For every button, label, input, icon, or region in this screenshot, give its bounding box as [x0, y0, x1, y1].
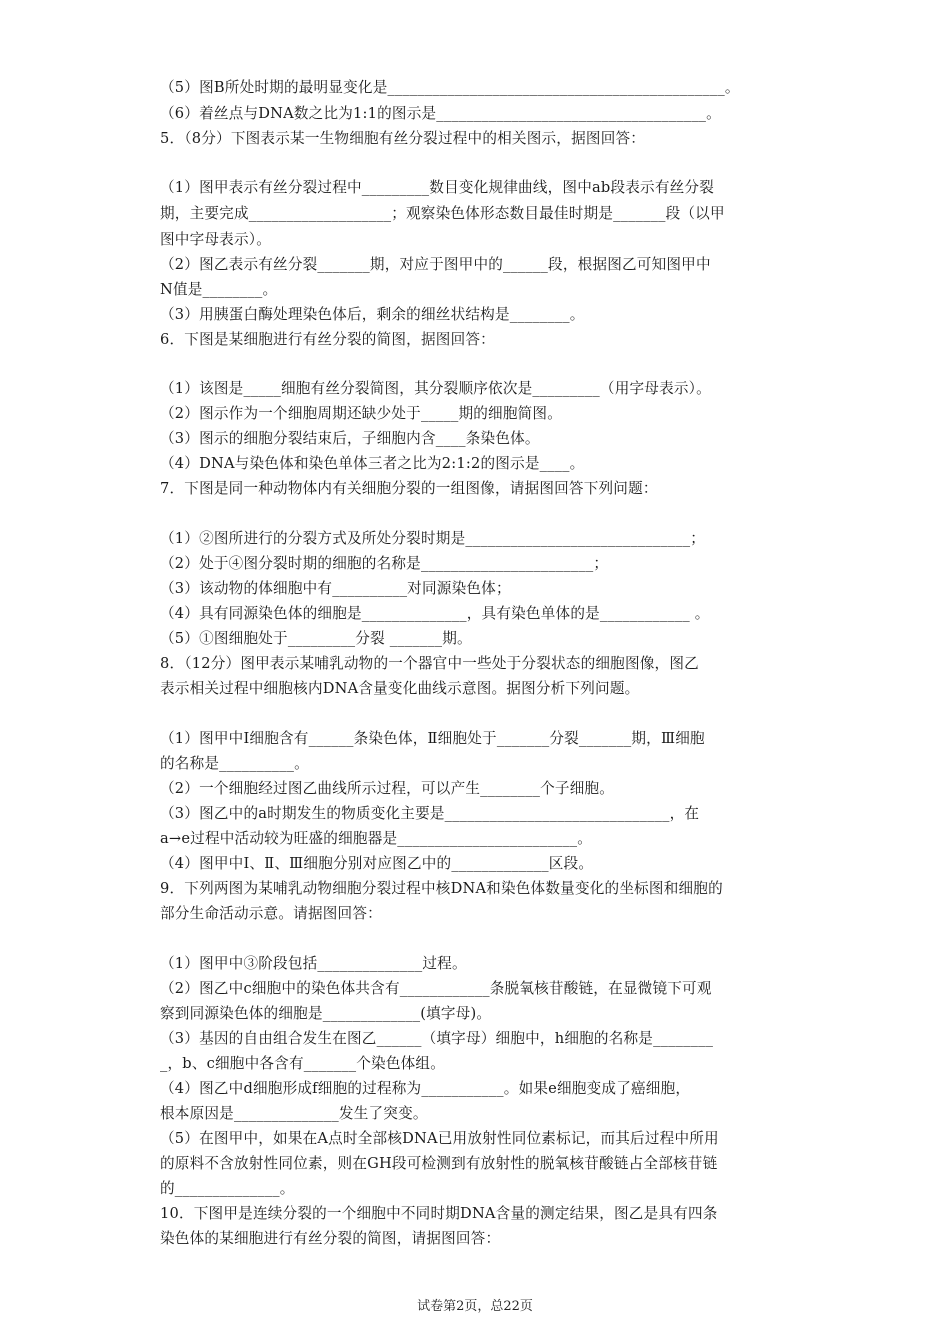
- text-line: （5）图B所处时期的最明显变化是_____________________________________________。: [160, 79, 740, 96]
- text-line: （1）②图所进行的分裂方式及所处分裂时期是______________________________；: [160, 530, 706, 547]
- text-line: （1）图甲表示有丝分裂过程中_________数目变化规律曲线，图中ab段表示有丝分裂: [160, 179, 715, 196]
- text-line: （4）图乙中d细胞形成f细胞的过程称为___________。如果e细胞变成了癌细胞，: [160, 1080, 691, 1097]
- text-line: _，b、c细胞中各含有_______个染色体组。: [160, 1055, 446, 1072]
- question-heading: 7．下图是同一种动物体内有关细胞分裂的一组图像，请据图回答下列问题：: [160, 480, 658, 497]
- text-line: （4）DNA与染色体和染色单体三者之比为2:1:2的图示是____。: [160, 455, 585, 472]
- text-line: （1）图甲中Ⅰ细胞含有______条染色体，Ⅱ细胞处于_______分裂_______期，Ⅲ细胞: [160, 730, 705, 747]
- text-line: （2）处于④图分裂时期的细胞的名称是_______________________；: [160, 555, 609, 572]
- text-line: （2）图乙表示有丝分裂_______期，对应于图甲中的______段，根据图乙可知图甲中: [160, 256, 711, 273]
- text-line: 察到同源染色体的细胞是_____________(填字母)。: [160, 1005, 492, 1022]
- text-line: （3）用胰蛋白酶处理染色体后，剩余的细丝状结构是________。: [160, 306, 585, 323]
- text-line: 根本原因是______________发生了突变。: [160, 1105, 428, 1122]
- text-line: （4）具有同源染色体的细胞是______________，具有染色单体的是____________ 。: [160, 605, 710, 622]
- page-footer: 试卷第2页，总22页: [417, 1299, 533, 1314]
- text-line: （3）基因的自由组合发生在图乙______（填字母）细胞中，h细胞的名称是________: [160, 1030, 714, 1047]
- text-line: 的名称是__________。: [160, 755, 309, 772]
- text-line: （3）该动物的体细胞中有__________对同源染色体；: [160, 580, 511, 597]
- text-line: （6）着丝点与DNA数之比为1:1的图示是____________________________________。: [160, 105, 721, 122]
- question-heading: 6．下图是某细胞进行有丝分裂的简图，据图回答：: [160, 331, 495, 348]
- text-line: 的______________。: [160, 1180, 295, 1197]
- question-heading: 8．（12分）图甲表示某哺乳动物的一个器官中一些处于分裂状态的细胞图像，图乙: [160, 655, 699, 672]
- text-line: （3）图乙中的a时期发生的物质变化主要是______________________________，在: [160, 805, 700, 822]
- text-line: 染色体的某细胞进行有丝分裂的简图，请据图回答：: [160, 1230, 501, 1247]
- text-line: （1）图甲中③阶段包括______________过程。: [160, 955, 467, 972]
- text-line: （3）图示的细胞分裂结束后，子细胞内含____条染色体。: [160, 430, 540, 447]
- text-line: 表示相关过程中细胞核内DNA含量变化曲线示意图。据图分析下列问题。: [160, 680, 640, 697]
- text-line: （2）图乙中c细胞中的染色体共含有____________条脱氧核苷酸链，在显微镜下可观: [160, 980, 712, 997]
- question-heading: 10．下图甲是连续分裂的一个细胞中不同时期DNA含量的测定结果，图乙是具有四条: [160, 1205, 718, 1222]
- text-line: 期，主要完成___________________；观察染色体形态数目最佳时期是_______段（以甲: [160, 205, 725, 222]
- text-line: 图中字母表示）。: [160, 231, 272, 248]
- question-heading: 5．（8分）下图表示某一生物细胞有丝分裂过程中的相关图示，据图回答：: [160, 130, 646, 147]
- text-line: （5）在图甲中，如果在A点时全部核DNA已用放射性同位素标记，而其后过程中所用: [160, 1130, 719, 1147]
- text-line: （5）①图细胞处于_________分裂 _______期。: [160, 630, 472, 647]
- text-line: （1）该图是_____细胞有丝分裂简图，其分裂顺序依次是_________（用字母表示）。: [160, 380, 711, 397]
- text-line: 部分生命活动示意。请据图回答：: [160, 905, 382, 922]
- text-line: a→e过程中活动较为旺盛的细胞器是________________________。: [160, 830, 592, 847]
- text-line: 的原料不含放射性同位素，则在GH段可检测到有放射性的脱氧核苷酸链占全部核苷链: [160, 1155, 718, 1172]
- text-line: （2）图示作为一个细胞周期还缺少处于_____期的细胞简图。: [160, 405, 563, 422]
- question-heading: 9．下列两图为某哺乳动物细胞分裂过程中核DNA和染色体数量变化的坐标图和细胞的: [160, 880, 723, 897]
- text-line: （2）一个细胞经过图乙曲线所示过程，可以产生________个子细胞。: [160, 780, 615, 797]
- text-line: （4）图甲中Ⅰ、Ⅱ、Ⅲ细胞分别对应图乙中的_____________区段。: [160, 855, 594, 872]
- text-line: N值是________。: [160, 281, 278, 298]
